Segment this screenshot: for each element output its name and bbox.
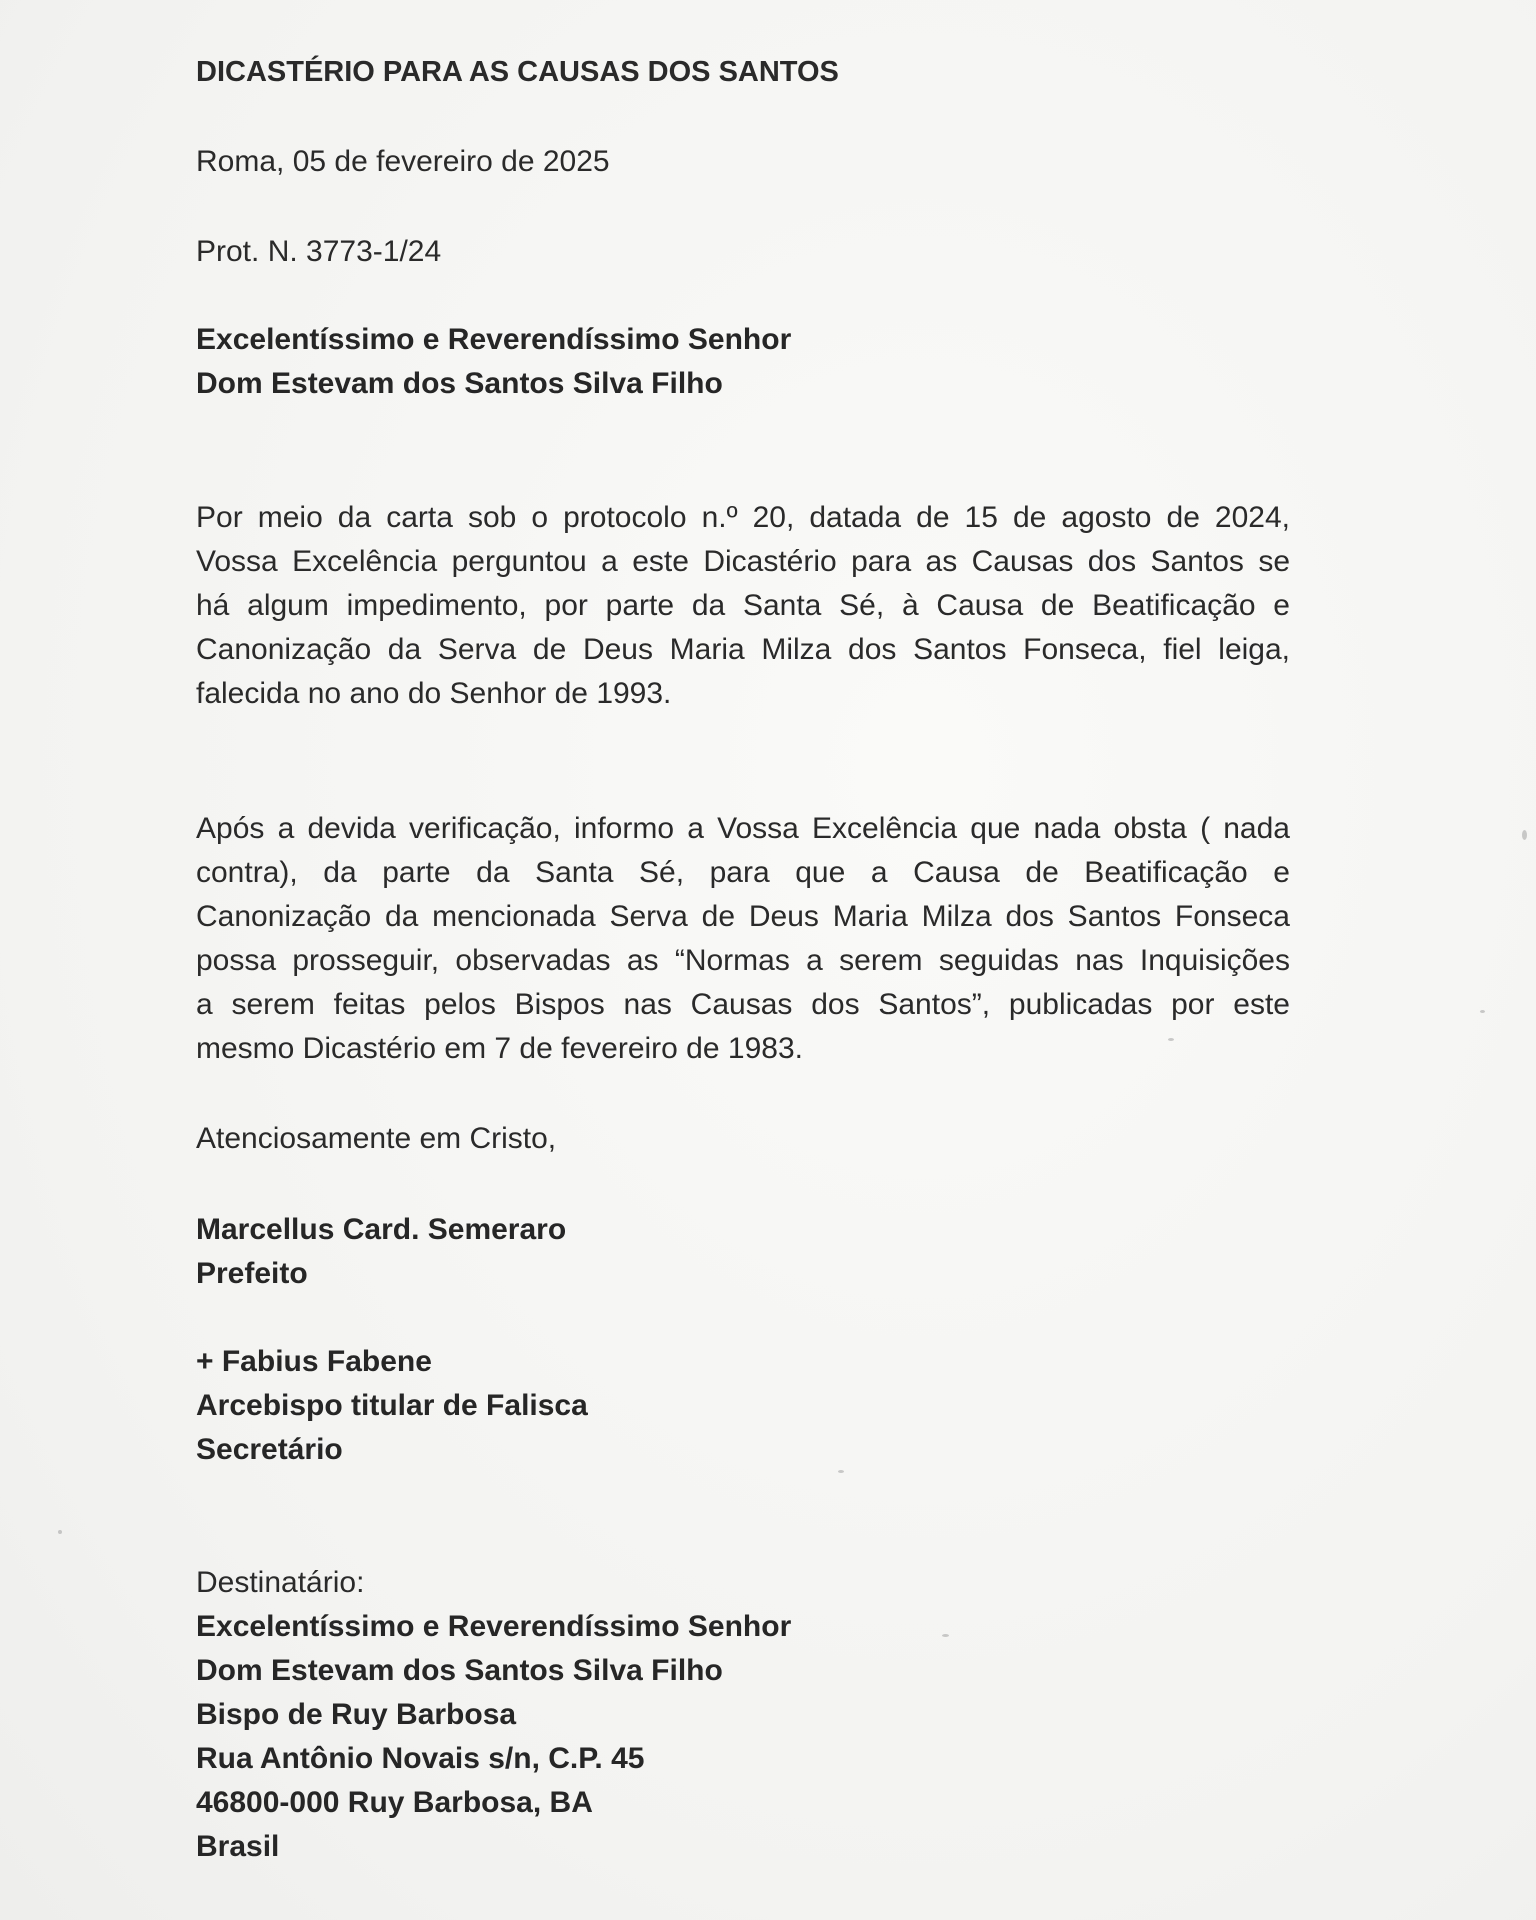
protocol-number: [196, 230, 441, 274]
prefect-signature: [196, 1208, 566, 1296]
scan-speck: [58, 1530, 62, 1534]
addressee-salutation: Excelentíssimo e Reverendíssimo Senhor: [196, 323, 792, 356]
paragraph-1-line-1: Por meio da carta sob o protocolo n.º 20, datada de 15 de agosto de 2024,: [196, 501, 1290, 534]
prefect-name: Marcellus Card. Semeraro: [196, 1213, 567, 1246]
paragraph-2-line-6: mesmo Dicastério em 7 de fevereiro de 1983.: [196, 1032, 803, 1065]
recipient-line-2: Dom Estevam dos Santos Silva Filho: [196, 1654, 723, 1687]
secretary-signature: [196, 1340, 588, 1472]
paragraph-1-line-4: Canonização da Serva de Deus Maria Milza dos Santos Fonseca, fiel leiga,: [196, 633, 1290, 666]
body-paragraph-1: [196, 496, 1290, 716]
addressee-name: Dom Estevam dos Santos Silva Filho: [196, 367, 723, 400]
paragraph-2-line-1: Após a devida verificação, informo a Vossa Excelência que nada obsta ( nada: [196, 812, 1290, 845]
secretary-name: + Fabius Fabene: [196, 1345, 432, 1378]
protocol-text: Prot. N. 3773-1/24: [196, 235, 442, 268]
scan-speck: [1480, 1010, 1485, 1013]
paragraph-1-line-3: há algum impedimento, por parte da Santa Sé, à Causa de Beatificação e: [196, 589, 1290, 622]
secretary-title-2: Secretário: [196, 1433, 343, 1466]
place-date-text: Roma, 05 de fevereiro de 2025: [196, 145, 610, 178]
recipient-line-6: Brasil: [196, 1830, 280, 1863]
scan-speck: [1522, 830, 1527, 840]
recipient-line-5: 46800-000 Ruy Barbosa, BA: [196, 1786, 593, 1819]
paragraph-1-line-5: falecida no ano do Senhor de 1993.: [196, 677, 672, 710]
closing-text: Atenciosamente em Cristo,: [196, 1122, 557, 1155]
recipient-block: [196, 1561, 791, 1869]
scan-speck: [838, 1470, 844, 1473]
dicastery-title: DICASTÉRIO PARA AS CAUSAS DOS SANTOS: [196, 56, 839, 88]
addressee-block: [196, 318, 791, 406]
closing: [196, 1117, 556, 1161]
paragraph-2-line-3: Canonização da mencionada Serva de Deus Maria Milza dos Santos Fonseca: [196, 900, 1290, 933]
secretary-title-1: Arcebispo titular de Falisca: [196, 1389, 588, 1422]
recipient-line-3: Bispo de Ruy Barbosa: [196, 1698, 517, 1731]
recipient-label: Destinatário:: [196, 1566, 365, 1599]
paragraph-1-line-2: Vossa Excelência perguntou a este Dicastério para as Causas dos Santos se: [196, 545, 1290, 578]
paragraph-2-line-2: contra), da parte da Santa Sé, para que a Causa de Beatificação e: [196, 856, 1290, 889]
recipient-line-1: Excelentíssimo e Reverendíssimo Senhor: [196, 1610, 792, 1643]
body-paragraph-2: [196, 807, 1290, 1071]
scan-speck: [942, 1634, 949, 1637]
recipient-line-4: Rua Antônio Novais s/n, C.P. 45: [196, 1742, 645, 1775]
paragraph-2-line-4: possa prosseguir, observadas as “Normas a serem seguidas nas Inquisições: [196, 944, 1290, 977]
paragraph-2-line-5: a serem feitas pelos Bispos nas Causas dos Santos”, publicadas por este: [196, 988, 1290, 1021]
place-date: [196, 140, 610, 184]
letterhead: [196, 50, 839, 94]
prefect-title: Prefeito: [196, 1257, 308, 1290]
